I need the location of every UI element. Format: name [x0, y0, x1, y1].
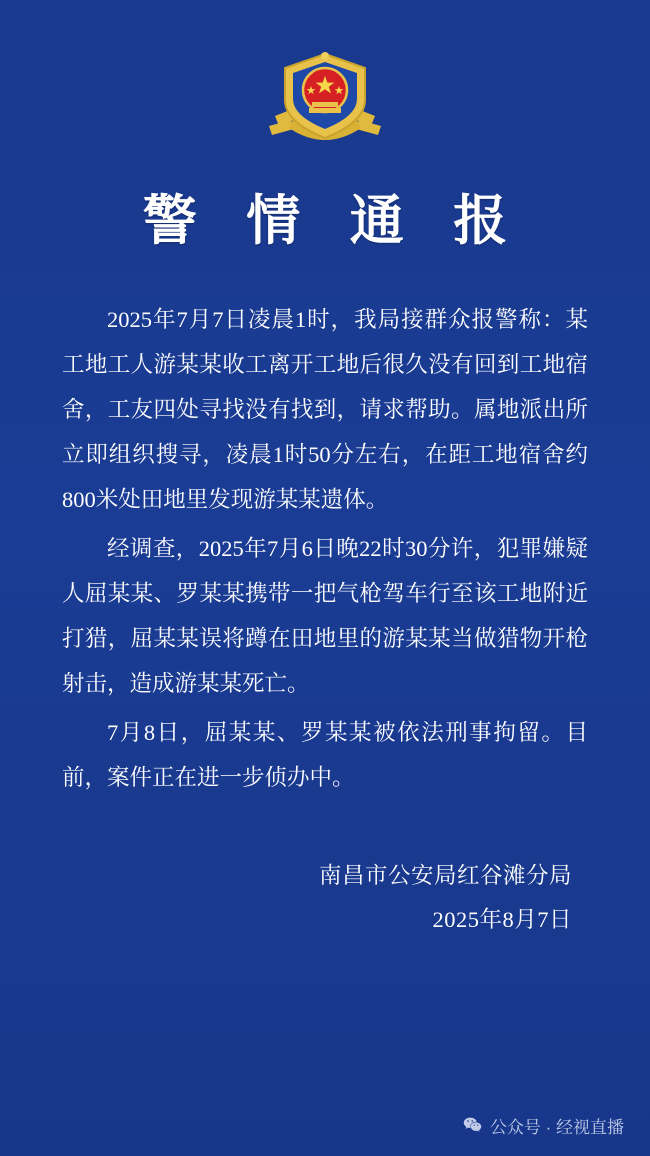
signature-date: 2025年8月7日	[432, 907, 572, 932]
emblem-container	[0, 0, 650, 154]
signature-block	[0, 854, 572, 942]
notice-body	[62, 297, 588, 800]
page-title: 警 情 通 报	[142, 191, 526, 251]
footer-text: 公众号 · 经视直播	[489, 1118, 624, 1137]
footer-watermark	[0, 1113, 650, 1138]
signature-organization: 南昌市公安局红谷滩分局	[318, 863, 572, 888]
body-paragraph-2: 经调查，2025年7月6日晚22时30分许，犯罪嫌疑人屈某某、罗某某携带一把气枪驾车行至该工地附近打猎，屈某某误将蹲在田地里的游某某当做猎物开枪射击，造成游某某死亡。	[62, 536, 588, 696]
body-paragraph-3: 7月8日，屈某某、罗某某被依法刑事拘留。目前，案件正在进一步侦办中。	[62, 720, 588, 790]
wechat-icon	[462, 1115, 483, 1136]
body-paragraph-1: 2025年7月7日凌晨1时，我局接群众报警称：某工地工人游某某收工离开工地后很久没有回到工地宿舍，工友四处寻找没有找到，请求帮助。属地派出所立即组织搜寻，凌晨1时50分左右，在距工地宿舍约800米处田地里发现游某某遗体。	[62, 307, 588, 512]
china-police-badge-icon	[265, 46, 385, 154]
